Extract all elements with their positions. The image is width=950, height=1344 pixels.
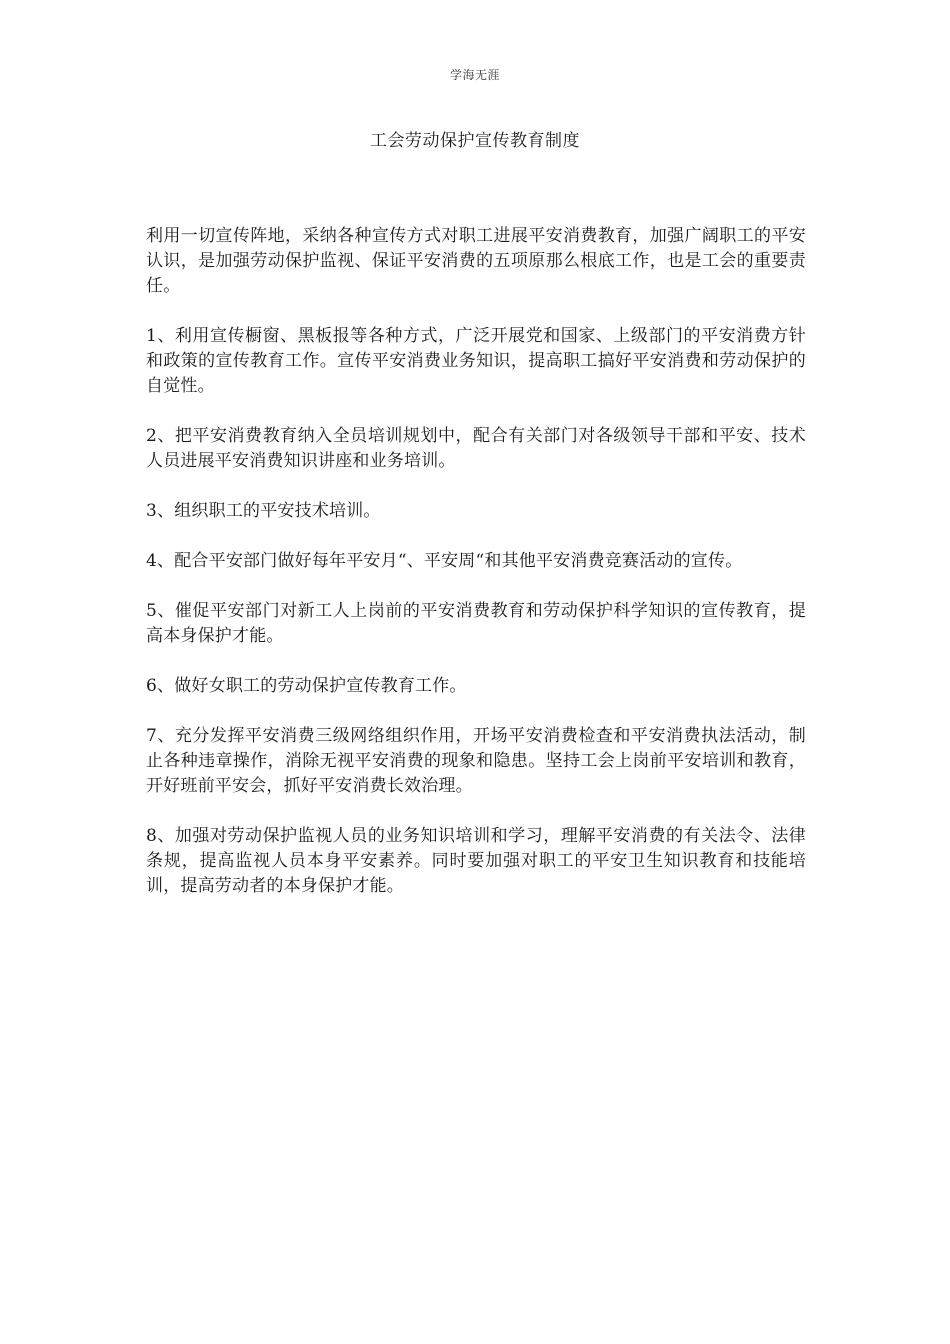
item-paragraph-4: 4、配合平安部门做好每年平安月“、平安周“和其他平安消费竞赛活动的宣传。 — [146, 551, 743, 571]
item-paragraph-6: 6、做好女职工的劳动保护宣传教育工作。 — [146, 676, 467, 696]
intro-paragraph: 利用一切宣传阵地，采纳各种宣传方式对职工进展平安消费教育，加强广阔职工的平安认识，是加强劳动保护监视、保证平安消费的五项原那么根底工作，也是工会的重要责任。 — [146, 226, 806, 296]
item-paragraph-2: 2、把平安消费教育纳入全员培训规划中，配合有关部门对各级领导干部和平安、技术人员进展平安消费知识讲座和业务培训。 — [146, 426, 806, 471]
page-header: 学海无涯 — [449, 68, 500, 82]
item-paragraph-5: 5、催促平安部门对新工人上岗前的平安消费教育和劳动保护科学知识的宣传教育，提高本身保护才能。 — [146, 601, 806, 646]
document-body — [146, 224, 806, 924]
item-paragraph-1: 1、利用宣传橱窗、黑板报等各种方式，广泛开展党和国家、上级部门的平安消费方针和政策的宣传教育工作。宣传平安消费业务知识，提高职工搞好平安消费和劳动保护的自觉性。 — [146, 326, 806, 396]
item-paragraph-8: 8、加强对劳动保护监视人员的业务知识培训和学习，理解平安消费的有关法令、法律条规，提高监视人员本身平安素养。同时要加强对职工的平安卫生知识教育和技能培训，提高劳动者的本身保护才能。 — [146, 826, 806, 896]
item-paragraph-7: 7、充分发挥平安消费三级网络组织作用，开场平安消费检查和平安消费执法活动，制止各种违章操作，消除无视平安消费的现象和隐患。坚持工会上岗前平安培训和教育，开好班前平安会，抓好平安消费长效治理。 — [146, 726, 806, 796]
item-paragraph-3: 3、组织职工的平安技术培训。 — [146, 501, 381, 521]
document-title: 工会劳动保护宣传教育制度 — [370, 131, 580, 151]
